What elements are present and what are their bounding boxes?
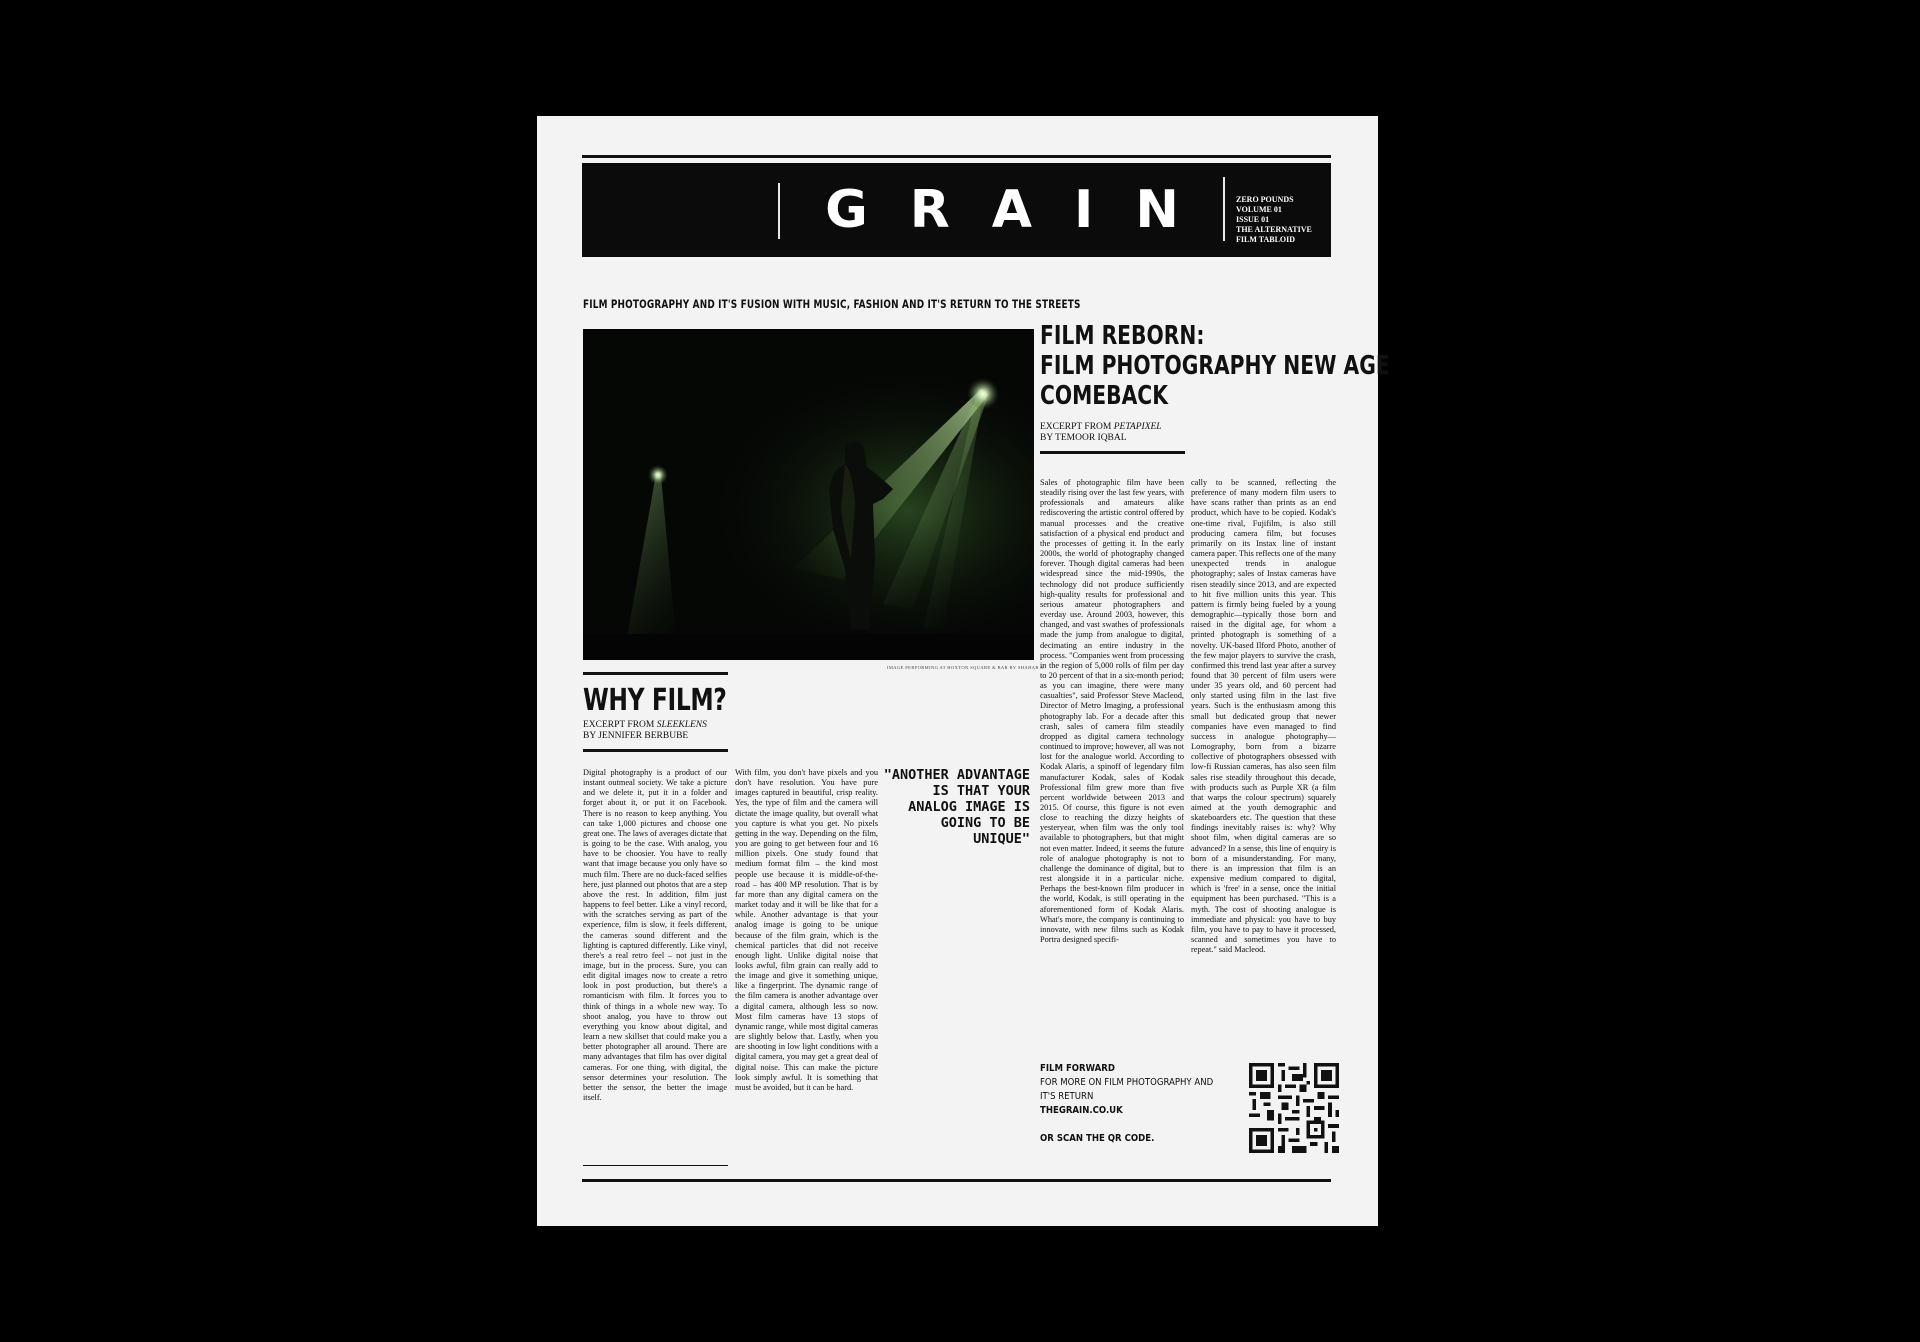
why-column-1: Digital photography is a product of our instant outmeal society. We take a picture and we delete it, put it in a folder and forget about it, or put it on Facebook. There is no reason to keep anything. You can take 1,000 pictures and choose one great one. The laws of averages dictate that is going to be the case. With analog, you have to be choosier. You have to really want that image because you only have so much film. There are no duck-faced selfies here, just planned out photos that are a step above the rest. In addition, film just happens to feel better. Like a vinyl record, with the scratches serving as part of the experience, film is slow, it feels different, the cameras sound different and the lighting is captured differently. Like vinyl, there's a real retro feel – not just in the image, but in the process. Sure, you can edit digital images now to create a retro look in post production, but there's a romanticism with film. It forces you to think of things in a whole new way. To shoot analog, you have to throw out everything you know about digital, and learn a new skillset that could make you a better photographer all around. There are many advantages that film has over digital cameras. For one thing, with digital, the sensor determines your resolution. The better the sensor, the better the image itself. <box>583 768 727 1102</box>
masthead-divider <box>778 183 780 239</box>
feature-photo <box>583 329 1034 660</box>
excerpt-label: EXCERPT FROM <box>1040 422 1114 432</box>
why-headline: WHY FILM? <box>583 683 727 718</box>
feature-headline <box>1040 321 1390 411</box>
excerpt-label: EXCERPT FROM <box>583 720 657 730</box>
masthead-issue: ISSUE 01 <box>1236 215 1270 224</box>
footer-line: FOR MORE ON FILM PHOTOGRAPHY AND <box>1040 1077 1214 1088</box>
masthead-top-rule <box>582 155 1331 158</box>
page-bottom-rule <box>582 1179 1331 1182</box>
masthead-divider <box>1223 177 1225 241</box>
why-column-2: With film, you don't have pixels and you don't have resolution. You have pure images captured in beautiful, crisp reality. Yes, the type of film and the camera will dictate the image quality, but overall what you capture is what you get. No pixels getting in the way. Depending on the film, you are going to get between four and 16 million pixels. One study found that medium format film – the kind most people use because it is middle-of-the-road – has 400 MP resolution. That is by far more than any digital camera on the market today and it will be like that for a while. Another advantage is that your analog image is going to be unique because of the film grain, which is the chemical particles that did not receive enough light. Unlike digital noise that looks awful, film grain can really add to the image and give it something unique, like a fingerprint. The dynamic range of the film camera is another advantage over a digital camera, although less so now. Most film cameras have 13 stops of dynamic range, while most digital cameras are slightly below that. Lastly, when you are shooting in low light conditions with a digital camera, you may get a great deal of digital noise. This can make the picture look simply awful. It is something that must be avoided, but it can be hard. <box>735 768 878 1092</box>
excerpt-source: PETAPIXEL <box>1113 422 1162 432</box>
why-bottom-rule <box>583 1165 728 1166</box>
why-byline <box>583 720 707 742</box>
footer-promo <box>1040 1062 1213 1146</box>
masthead-tagline-1: THE ALTERNATIVE <box>1236 225 1312 234</box>
concert-photo-illustration <box>583 329 1034 660</box>
excerpt-source: SLEEKLENS <box>656 720 707 730</box>
feature-headline-line: FILM REBORN: <box>1040 321 1205 351</box>
qr-code-icon[interactable] <box>1249 1063 1339 1153</box>
footer-line: IT'S RETURN <box>1040 1091 1094 1102</box>
feature-headline-line: COMEBACK <box>1040 381 1168 411</box>
why-rule <box>583 749 728 752</box>
photo-caption: IMAGE PERFORMING AT HOXTON SQUARE & BAR BY SHAHAB S. <box>887 665 1045 670</box>
masthead-volume: VOLUME 01 <box>1236 205 1282 214</box>
why-author: BY JENNIFER BERBUBE <box>583 731 689 741</box>
footer-cta: OR SCAN THE QR CODE. <box>1040 1133 1155 1144</box>
newspaper-page <box>537 116 1390 1226</box>
feature-byline <box>1040 422 1162 444</box>
feature-rule <box>1040 451 1185 454</box>
footer-title: FILM FORWARD <box>1040 1063 1115 1074</box>
feature-author: BY TEMOOR IQBAL <box>1040 433 1127 443</box>
feature-column-1: Sales of photographic film have been steadily rising over the last few years, with professionals and amateurs alike rediscovering the artistic control offered by manual processes and the creative satisfaction of a physical end product and the processes of getting it. In the early 2000s, the world of photography changed forever. Though digital cameras had been widespread since the mid-1990s, the technology did not produce sufficiently high-quality results for professional and serious amateur photographers and everday use. Around 2003, however, this changed, and vast swathes of professionals made the jump from analogue to digital, decimating an entire industry in the process. "Companies went from processing in the region of 5,000 rolls of film per day to 20 percent of that in a six-month period; as you can imagine, there were many casualties", said Professor Steve Macleod, Director of Metro Imaging, a professional photography lab. For a decade after this crash, sales of camera film steadily dropped as digital camera technology continued to improve; however, all was not lost for the analogue world. According to Kodak Alaris, a spinoff of legendary film manufacturer Kodak, sales of Kodak Professional film grew more than five percent worldwide between 2013 and 2015. Of course, this figure is not even close to reaching the dizzy heights of yesteryear, when film was the only tool available to photographers, but that might not even matter. Indeed, it seems the future role of analogue photography is not to challenge the dominance of digital, but to rest alongside it in a particular niche. Perhaps the best-known film producer in the world, Kodak, is still operating in the aforementioned form of Kodak Alaris. What's more, the company is continuing to innovate, with new films such as Kodak Portra designed specifi- <box>1040 478 1184 945</box>
masthead-info <box>1236 195 1312 245</box>
why-top-rule <box>583 672 728 675</box>
page-tagline: FILM PHOTOGRAPHY AND IT'S FUSION WITH MUSIC, FASHION AND IT'S RETURN TO THE STREETS <box>583 297 1081 311</box>
feature-column-2: cally to be scanned, reflecting the preference of many modern film users to have scans rather than prints as an end product, which have to be copied. Kodak's one-time rival, Fujifilm, is also still producing camera film, but focuses primarily on its Instax line of instant camera paper. This reflects one of the many unexpected trends in analogue photography; sales of Instax cameras have risen steadily since 2013, and are expected to hit five million units this year. This pattern is firmly being fueled by a young demographic—typically those born and raised in the digital age, for whom a printed photograph is something of a novelty. UK-based Ilford Photo, another of the few major players to survive the crash, confirmed this trend last year after a survey found that 30 percent of film users were under 35 years old, and 60 percent had only started using film in the last five years. Such is the enthusiasm among this small but dedicated group that newer companies have even managed to find success in analogue photography—Lomography, born from a bizarre collective of photographers obsessed with low-fi Russian cameras, has also seen film sales rise steadily throughout this decade, with products such as Purple XR (a film that warps the colour spectrum) squarely aimed at the youth demographic and skateboarders etc. The question that these findings inevitably raises is: why? Why shoot film, when digital cameras are so advanced? In a sense, this line of enquiry is born of a misunderstanding. For many, there is an impression that film is an expensive medium compared to digital, which is 'free' in a sense, once the initial equipment has been purchased. "This is a myth. The cost of shooting analogue is immediate and physical: you have to buy film, you have to pay to have it processed, scanned and sometimes you have to repeat." said Macleod. <box>1191 478 1336 955</box>
masthead-price: ZERO POUNDS <box>1236 195 1294 204</box>
pull-quote: "ANOTHER ADVANTAGE IS THAT YOUR ANALOG IMAGE IS GOING TO BE UNIQUE" <box>883 767 1030 847</box>
masthead-title: GRAIN <box>825 180 1221 240</box>
masthead <box>582 163 1331 257</box>
masthead-tagline-2: FILM TABLOID <box>1236 235 1296 244</box>
footer-url[interactable]: THEGRAIN.CO.UK <box>1040 1105 1123 1116</box>
feature-headline-line: FILM PHOTOGRAPHY NEW AGE <box>1040 351 1390 381</box>
